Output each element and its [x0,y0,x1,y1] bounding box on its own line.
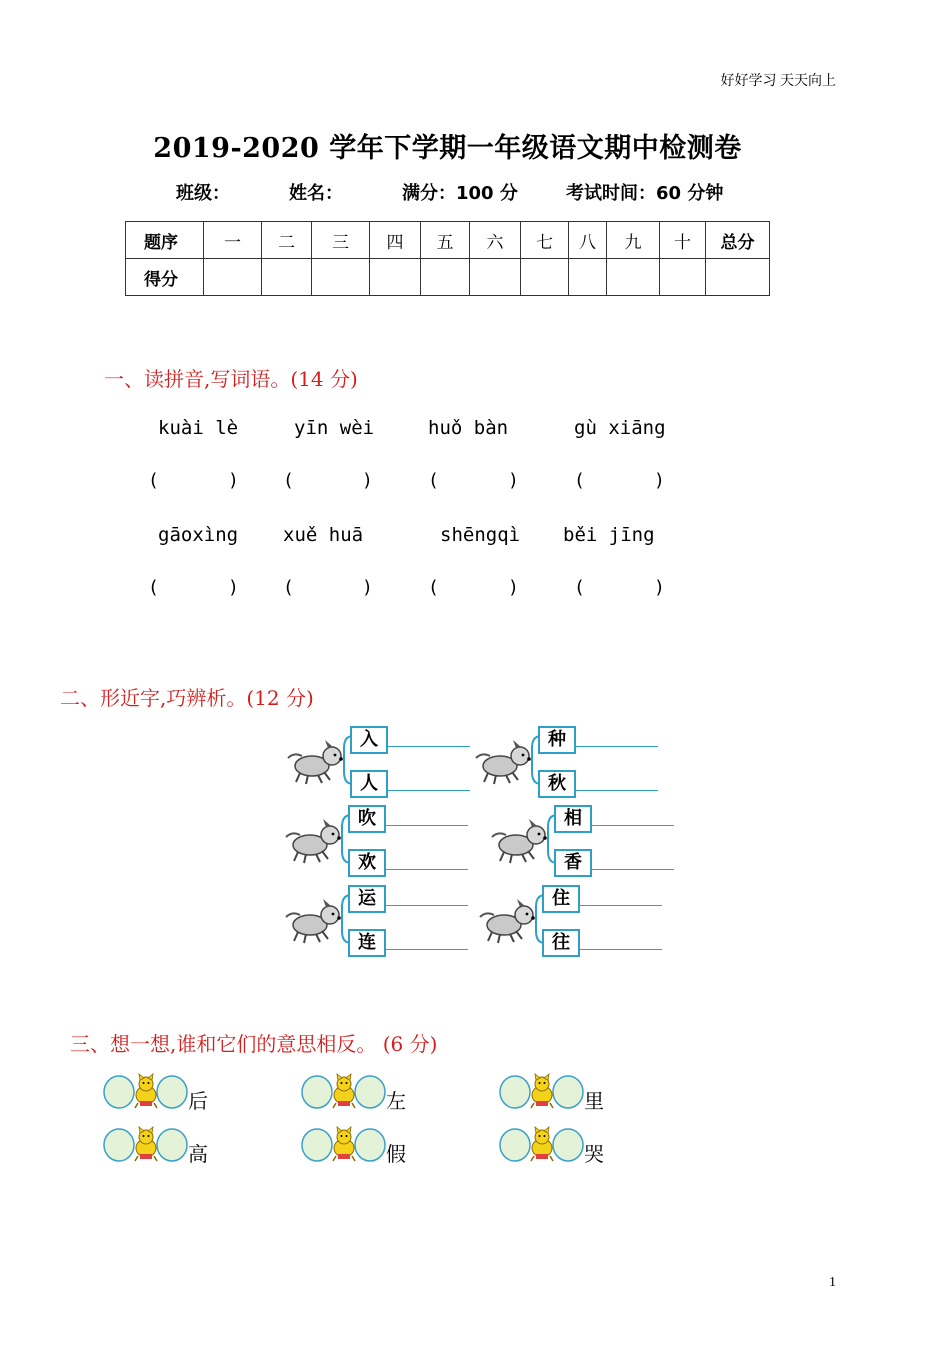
similar-char-pair [282,803,482,879]
answer-line[interactable] [576,790,658,791]
section1-heading: 一、读拼音,写词语。(14 分) [104,367,358,391]
char-box: 秋 [538,770,576,798]
dog-icon [282,817,348,867]
answer-line[interactable] [580,905,662,906]
char-box: 往 [542,929,580,957]
answer-paren-open: ( [283,577,294,598]
char-box: 连 [348,929,386,957]
answer-line[interactable] [592,869,674,870]
answer-line[interactable] [592,825,674,826]
score-cell [470,259,521,296]
col-4: 四 [370,222,421,259]
pinyin-3: huǒ bàn [428,417,509,439]
answer-line[interactable] [580,949,662,950]
score-table-score-row [126,259,770,296]
col-2: 二 [262,222,312,259]
dog-icon [282,897,348,947]
section3-heading: 三、想一想,谁和它们的意思相反。 (6 分) [70,1032,438,1056]
answer-paren-close: ) [228,470,239,491]
full-score: 满分：100 分 [402,183,518,204]
total-label: 总分 [706,222,770,259]
score-cell [262,259,312,296]
page-title: 2019-2020 学年下学期一年级语文期中检测卷 [153,133,742,164]
cat-bubble-icon [498,1073,588,1113]
char-box: 相 [554,805,592,833]
char-box: 香 [554,849,592,877]
cat-bubble-icon [300,1126,390,1166]
answer-line[interactable] [388,746,470,747]
char-box: 运 [348,885,386,913]
antonym-word: 高 [188,1142,208,1166]
score-cell [312,259,370,296]
antonym-word: 左 [386,1089,406,1113]
section2-heading: 二、形近字,巧辨析。(12 分) [60,686,314,710]
class-label: 班级： [176,183,230,204]
dog-icon [476,897,542,947]
score-cell [660,259,706,296]
score-cell [421,259,470,296]
char-box: 种 [538,726,576,754]
pinyin-4: gù xiāng [574,417,666,439]
answer-paren-open: ( [428,577,439,598]
col-8: 八 [569,222,607,259]
answer-line[interactable] [576,746,658,747]
answer-paren-close: ) [362,577,373,598]
answer-paren-open: ( [283,470,294,491]
answer-paren-open: ( [428,470,439,491]
col-9: 九 [607,222,660,259]
similar-char-pair [472,724,672,800]
answer-line[interactable] [386,825,468,826]
char-box: 入 [350,726,388,754]
pinyin-1: kuài lè [158,417,239,439]
cat-bubble-icon [498,1126,588,1166]
dog-icon [488,817,554,867]
antonym-item [498,1126,618,1166]
score-cell [204,259,262,296]
pinyin-7: shēngqì [440,524,521,546]
cat-bubble-icon [300,1073,390,1113]
answer-line[interactable] [386,905,468,906]
cat-bubble-icon [102,1126,192,1166]
answer-line[interactable] [386,869,468,870]
char-box: 住 [542,885,580,913]
score-cell [569,259,607,296]
pinyin-5: gāoxìng [158,524,239,546]
score-cell [370,259,421,296]
similar-char-pair [284,724,484,800]
score-label: 得分 [126,259,204,296]
answer-paren-close: ) [508,577,519,598]
pinyin-2: yīn wèi [294,417,375,439]
similar-char-pair [488,803,688,879]
question-order-label: 题序 [126,222,204,259]
antonym-word: 假 [386,1142,406,1166]
antonym-word: 里 [584,1089,604,1113]
answer-paren-open: ( [574,470,585,491]
antonym-item [102,1073,222,1113]
similar-char-pair [476,883,676,959]
answer-line[interactable] [388,790,470,791]
answer-paren-close: ) [362,470,373,491]
pinyin-6: xuě huā [283,524,364,546]
antonym-word: 后 [188,1089,208,1113]
score-table [125,221,770,296]
pinyin-8: běi jīng [563,524,655,546]
dog-icon [284,738,350,788]
answer-paren-close: ) [654,470,665,491]
char-box: 吹 [348,805,386,833]
char-box: 欢 [348,849,386,877]
antonym-word: 哭 [584,1142,604,1166]
col-5: 五 [421,222,470,259]
name-label: 姓名： [289,183,343,204]
antonym-item [300,1126,420,1166]
dog-icon [472,738,538,788]
score-cell [521,259,569,296]
answer-line[interactable] [386,949,468,950]
antonym-item [498,1073,618,1113]
cat-bubble-icon [102,1073,192,1113]
answer-paren-open: ( [148,577,159,598]
score-table-header-row [126,222,770,259]
answer-paren-open: ( [148,470,159,491]
antonym-item [300,1073,420,1113]
col-10: 十 [660,222,706,259]
exam-time: 考试时间：60 分钟 [566,183,724,204]
answer-paren-close: ) [654,577,665,598]
char-box: 人 [350,770,388,798]
col-7: 七 [521,222,569,259]
col-1: 一 [204,222,262,259]
header-motto: 好好学习 天天向上 [720,74,836,89]
score-cell [706,259,770,296]
similar-char-pair [282,883,482,959]
answer-paren-open: ( [574,577,585,598]
answer-paren-close: ) [228,577,239,598]
score-cell [607,259,660,296]
antonym-item [102,1126,222,1166]
answer-paren-close: ) [508,470,519,491]
col-6: 六 [470,222,521,259]
page-number: 1 [829,1275,836,1290]
col-3: 三 [312,222,370,259]
